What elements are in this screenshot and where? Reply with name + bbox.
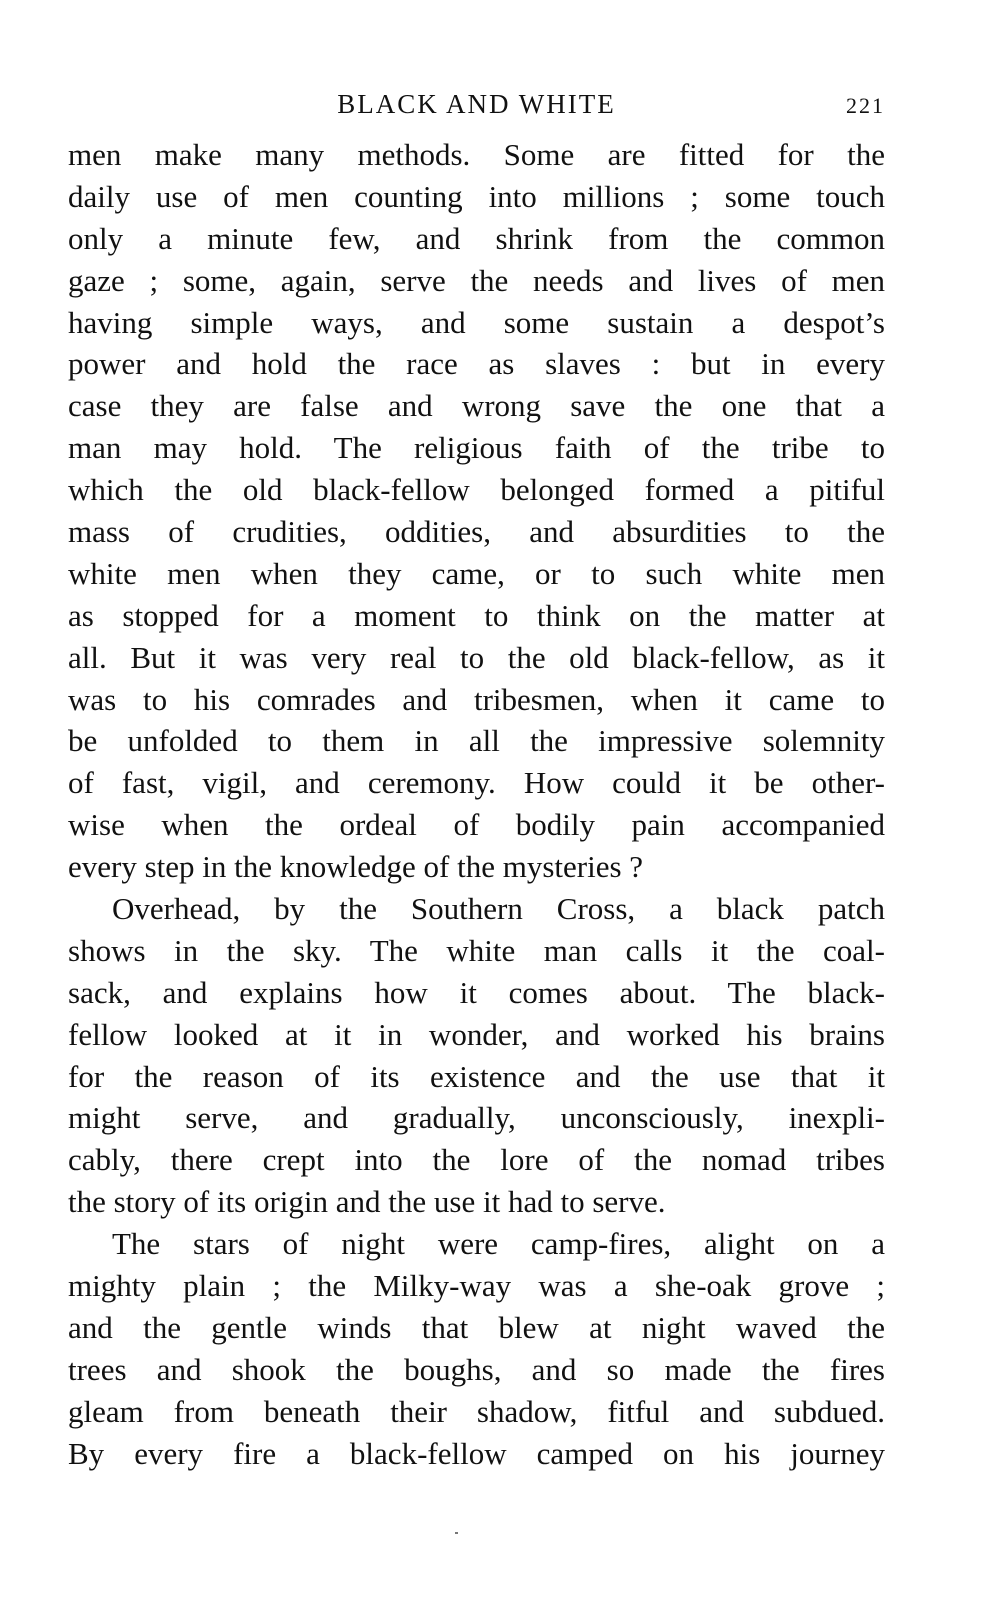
text-line: cably, there crept into the lore of the nomad tribes <box>68 1142 885 1178</box>
text-line: man may hold. The religious faith of the tribe to <box>68 430 885 466</box>
text-line: case they are false and wrong save the one that a <box>68 388 885 424</box>
text-line: every step in the knowledge of the mysteries ? <box>68 849 644 885</box>
text-line: for the reason of its existence and the use that it <box>68 1058 885 1094</box>
text-line: of fast, vigil, and ceremony. How could it be other- <box>68 765 885 801</box>
text-line: gleam from beneath their shadow, fitful and subdued. <box>68 1393 885 1429</box>
text-line: white men when they came, or to such white men <box>68 555 885 591</box>
text-line: wise when the ordeal of bodily pain accompanied <box>68 807 885 843</box>
text-line: By every fire a black-fellow camped on his journey <box>68 1435 885 1471</box>
body-text <box>68 134 885 1475</box>
print-speck <box>455 1532 458 1534</box>
text-line: mighty plain ; the Milky-way was a she-oak grove ; <box>68 1268 885 1304</box>
text-line: The stars of night were camp-fires, alight on a <box>112 1226 885 1262</box>
paragraph <box>68 888 885 1223</box>
text-line: shows in the sky. The white man calls it the coal- <box>68 932 885 968</box>
text-line: men make many methods. Some are fitted for the <box>68 137 885 172</box>
paragraph <box>68 134 885 888</box>
page-header <box>68 84 885 134</box>
text-line: Overhead, by the Southern Cross, a black patch <box>112 891 885 927</box>
book-page <box>68 84 885 1475</box>
text-line: power and hold the race as slaves : but in every <box>68 346 885 382</box>
text-line: be unfolded to them in all the impressive solemnity <box>68 723 885 759</box>
text-line: daily use of men counting into millions ; some touch <box>68 178 885 214</box>
paragraph <box>68 1223 885 1474</box>
text-line: might serve, and gradually, unconsciously, inexpli- <box>68 1100 885 1136</box>
text-line: trees and shook the boughs, and so made the fires <box>68 1351 885 1387</box>
text-line: and the gentle winds that blew at night waved the <box>68 1309 885 1345</box>
text-line: only a minute few, and shrink from the common <box>68 220 885 256</box>
text-line: as stopped for a moment to think on the matter at <box>68 597 885 633</box>
text-line: which the old black-fellow belonged formed a pitiful <box>68 472 885 508</box>
text-line: the story of its origin and the use it had to serve. <box>68 1184 666 1220</box>
text-line: gaze ; some, again, serve the needs and lives of men <box>68 262 885 298</box>
text-line: mass of crudities, oddities, and absurdities to the <box>68 514 885 550</box>
running-head: BLACK AND WHITE <box>337 89 616 119</box>
text-line: fellow looked at it in wonder, and worked his brains <box>68 1016 885 1052</box>
text-line: sack, and explains how it comes about. The black- <box>68 974 885 1010</box>
text-line: having simple ways, and some sustain a despot’s <box>68 304 885 340</box>
page-number: 221 <box>846 93 885 118</box>
text-line: all. But it was very real to the old black-fellow, as it <box>68 639 885 675</box>
text-line: was to his comrades and tribesmen, when it came to <box>68 681 885 717</box>
